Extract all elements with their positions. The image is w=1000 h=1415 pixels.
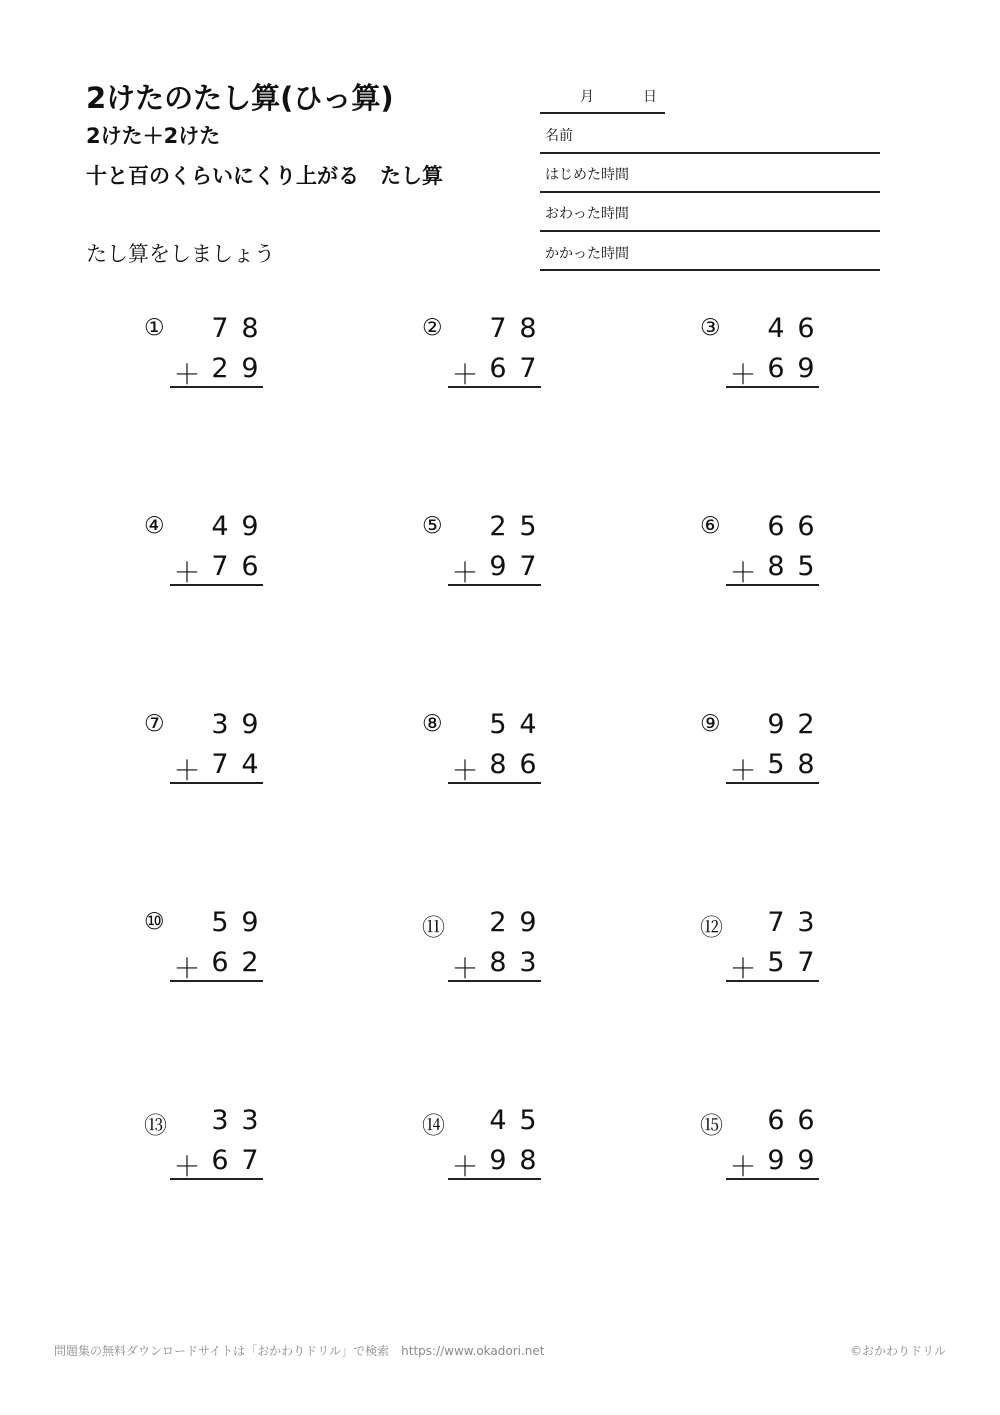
problem-number: ⑦ (144, 711, 165, 737)
tens-digit: 5 (211, 907, 229, 938)
problem-1 (144, 315, 324, 405)
answer-line (170, 782, 263, 784)
ones-digit: 2 (797, 709, 815, 740)
tens-digit: 5 (767, 749, 785, 780)
problem-number: ② (422, 315, 443, 341)
ones-digit: 7 (241, 1145, 259, 1176)
tens-digit: 7 (489, 313, 507, 344)
tens-digit: 8 (767, 551, 785, 582)
plus-sign: ＋ (451, 360, 479, 391)
problem-number: ⑤ (422, 513, 443, 539)
plus-sign: ＋ (173, 558, 201, 589)
tens-digit: 4 (211, 511, 229, 542)
plus-sign: ＋ (173, 756, 201, 787)
problem-number: ⑬ (144, 1113, 167, 1139)
tens-digit: 8 (489, 947, 507, 978)
answer-line (726, 782, 819, 784)
ones-digit: 7 (519, 551, 537, 582)
problem-number: ⑥ (700, 513, 721, 539)
plus-sign: ＋ (729, 360, 757, 391)
tens-digit: 3 (211, 709, 229, 740)
footer-site-note: 問題集の無料ダウンロードサイトは「おかわりドリル」で検索 https://www.okadori.net (54, 1344, 545, 1358)
problem-number: ⑫ (700, 915, 723, 941)
tens-digit: 7 (211, 749, 229, 780)
plus-sign: ＋ (729, 1152, 757, 1183)
answer-line (726, 386, 819, 388)
end-time-label: おわった時間 (545, 206, 629, 222)
date-line (540, 112, 665, 114)
answer-line (448, 1178, 541, 1180)
tens-digit: 7 (767, 907, 785, 938)
plus-sign: ＋ (451, 558, 479, 589)
answer-line (170, 584, 263, 586)
ones-digit: 6 (797, 1105, 815, 1136)
name-line (540, 152, 880, 154)
start-time-line (540, 191, 880, 193)
problem-2 (422, 315, 602, 405)
problem-8 (422, 711, 602, 801)
answer-line (170, 386, 263, 388)
plus-sign: ＋ (451, 756, 479, 787)
answer-line (170, 1178, 263, 1180)
plus-sign: ＋ (173, 954, 201, 985)
ones-digit: 9 (797, 1145, 815, 1176)
tens-digit: 9 (489, 551, 507, 582)
ones-digit: 6 (241, 551, 259, 582)
problem-7 (144, 711, 324, 801)
ones-digit: 7 (797, 947, 815, 978)
problem-9 (700, 711, 880, 801)
answer-line (448, 584, 541, 586)
date-day-label: 日 (643, 89, 657, 105)
ones-digit: 8 (241, 313, 259, 344)
elapsed-time-line (540, 269, 880, 271)
ones-digit: 9 (519, 907, 537, 938)
plus-sign: ＋ (173, 360, 201, 391)
tens-digit: 6 (211, 947, 229, 978)
problem-14 (422, 1107, 602, 1197)
tens-digit: 9 (489, 1145, 507, 1176)
worksheet-title: 2けたのたし算(ひっ算) (86, 81, 394, 115)
problem-4 (144, 513, 324, 603)
problem-number: ① (144, 315, 165, 341)
ones-digit: 5 (797, 551, 815, 582)
problem-5 (422, 513, 602, 603)
ones-digit: 9 (241, 907, 259, 938)
tens-digit: 7 (211, 551, 229, 582)
problem-3 (700, 315, 880, 405)
plus-sign: ＋ (173, 1152, 201, 1183)
answer-line (170, 980, 263, 982)
plus-sign: ＋ (729, 954, 757, 985)
answer-line (726, 1178, 819, 1180)
tens-digit: 6 (767, 511, 785, 542)
tens-digit: 6 (767, 1105, 785, 1136)
tens-digit: 2 (211, 353, 229, 384)
ones-digit: 3 (519, 947, 537, 978)
ones-digit: 8 (797, 749, 815, 780)
ones-digit: 8 (519, 313, 537, 344)
problem-6 (700, 513, 880, 603)
problem-number: ⑪ (422, 915, 445, 941)
ones-digit: 2 (241, 947, 259, 978)
tens-digit: 4 (767, 313, 785, 344)
problem-number: ③ (700, 315, 721, 341)
end-time-line (540, 230, 880, 232)
tens-digit: 3 (211, 1105, 229, 1136)
tens-digit: 7 (211, 313, 229, 344)
ones-digit: 6 (797, 511, 815, 542)
problem-13 (144, 1107, 324, 1197)
problem-number: ⑩ (144, 909, 165, 935)
plus-sign: ＋ (729, 756, 757, 787)
ones-digit: 7 (519, 353, 537, 384)
problem-number: ⑭ (422, 1113, 445, 1139)
ones-digit: 9 (241, 709, 259, 740)
tens-digit: 5 (489, 709, 507, 740)
tens-digit: 9 (767, 709, 785, 740)
problem-12 (700, 909, 880, 999)
answer-line (448, 980, 541, 982)
ones-digit: 6 (797, 313, 815, 344)
ones-digit: 3 (797, 907, 815, 938)
ones-digit: 8 (519, 1145, 537, 1176)
ones-digit: 9 (241, 511, 259, 542)
answer-line (448, 386, 541, 388)
problem-number: ⑮ (700, 1113, 723, 1139)
answer-line (448, 782, 541, 784)
ones-digit: 9 (797, 353, 815, 384)
plus-sign: ＋ (451, 954, 479, 985)
tens-digit: 4 (489, 1105, 507, 1136)
ones-digit: 9 (241, 353, 259, 384)
ones-digit: 3 (241, 1105, 259, 1136)
ones-digit: 4 (519, 709, 537, 740)
ones-digit: 5 (519, 511, 537, 542)
start-time-label: はじめた時間 (545, 167, 629, 183)
plus-sign: ＋ (451, 1152, 479, 1183)
tens-digit: 6 (489, 353, 507, 384)
problem-number: ⑧ (422, 711, 443, 737)
tens-digit: 9 (767, 1145, 785, 1176)
plus-sign: ＋ (729, 558, 757, 589)
tens-digit: 2 (489, 907, 507, 938)
problem-15 (700, 1107, 880, 1197)
answer-line (726, 980, 819, 982)
instruction-text: たし算をしましょう (86, 242, 275, 266)
ones-digit: 4 (241, 749, 259, 780)
answer-line (726, 584, 819, 586)
problem-number: ⑨ (700, 711, 721, 737)
worksheet-subtitle-carry: 十と百のくらいにくり上がる たし算 (86, 164, 443, 188)
footer-copyright: ©おかわりドリル (850, 1344, 947, 1358)
name-label: 名前 (545, 128, 573, 144)
date-month-label: 月 (580, 89, 594, 105)
problem-10 (144, 909, 324, 999)
elapsed-time-label: かかった時間 (545, 246, 629, 262)
tens-digit: 5 (767, 947, 785, 978)
tens-digit: 2 (489, 511, 507, 542)
tens-digit: 8 (489, 749, 507, 780)
tens-digit: 6 (211, 1145, 229, 1176)
problem-11 (422, 909, 602, 999)
ones-digit: 6 (519, 749, 537, 780)
problem-number: ④ (144, 513, 165, 539)
worksheet-subtitle-digits: 2けた＋2けた (86, 124, 221, 148)
tens-digit: 6 (767, 353, 785, 384)
ones-digit: 5 (519, 1105, 537, 1136)
